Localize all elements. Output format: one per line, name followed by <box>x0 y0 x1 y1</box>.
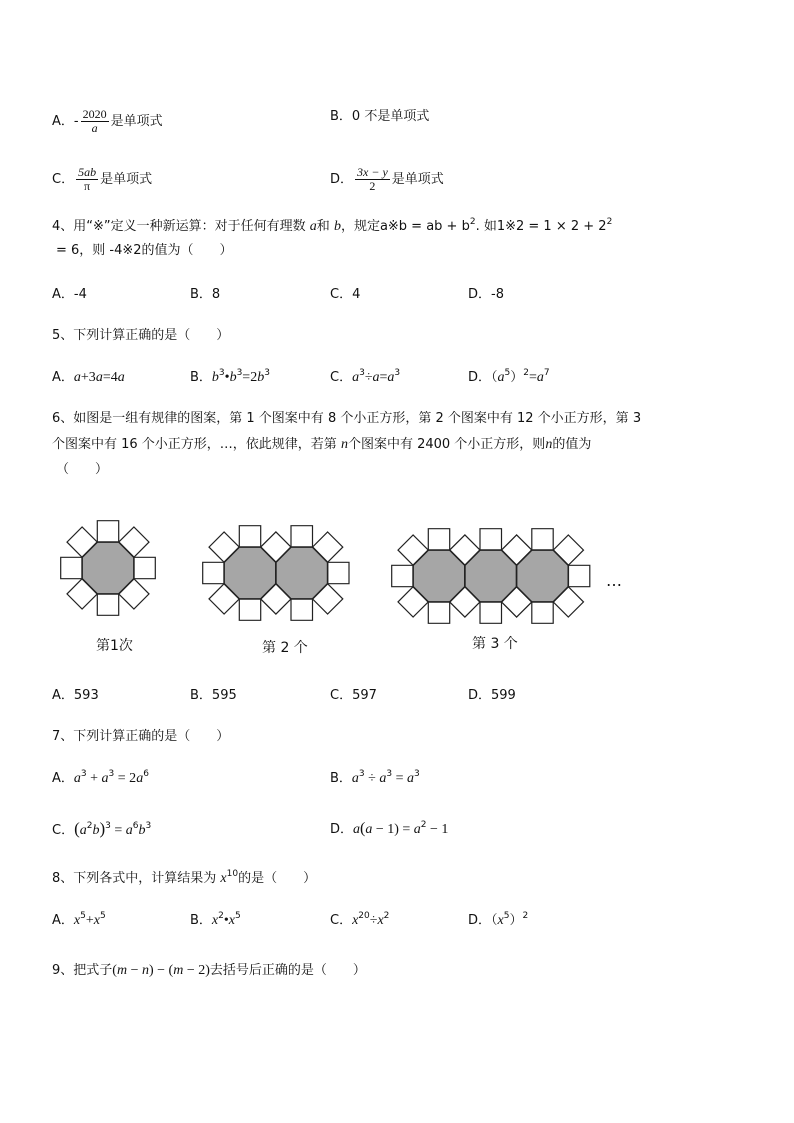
q8-stem: 8、下列各式中，计算结果为 $x^{10}$的是（ ） <box>52 869 317 886</box>
octagon <box>517 550 569 602</box>
octagon <box>224 547 276 599</box>
q3-option-a[interactable]: A．- $\frac{2020}{a}$ 是单项式 <box>52 107 163 135</box>
q9-stem: 9、把式子(m − n) − (m − 2)去括号后正确的是（ ） <box>52 963 366 978</box>
q7-option-b[interactable]: B．$a^3 \div a^3 = a^3$ <box>330 769 420 786</box>
q8-option-d[interactable]: D．$(x^5)^2$ <box>468 911 529 928</box>
q3-option-b[interactable]: B．0 不是单项式 <box>330 109 430 124</box>
small-square <box>480 602 502 623</box>
small-square <box>532 602 553 623</box>
q6-option-d[interactable]: D．599 <box>468 688 516 703</box>
q6-stem-line2: 个图案中有 16 个小正方形，…，依此规律，若第 n个图案中有 2400 个小正方形，则n的值为 <box>52 437 592 452</box>
small-square <box>239 599 260 620</box>
q5-option-b[interactable]: B．$b^3•b^3=2b^3$ <box>190 368 270 385</box>
octagon <box>465 550 517 602</box>
small-square <box>97 521 118 542</box>
small-square <box>61 557 82 578</box>
figure-caption-2: 第 2 个 <box>262 640 308 656</box>
q7-option-d[interactable]: D．$a(a - 1) = a^2 - 1$ <box>330 820 449 837</box>
q4-option-d[interactable]: D．-8 <box>468 287 504 302</box>
q5-option-d[interactable]: D．$(a^5)^2=a^7$ <box>468 368 550 385</box>
q6-option-a[interactable]: A．593 <box>52 688 99 703</box>
q6-option-b[interactable]: B．595 <box>190 688 237 703</box>
small-square <box>203 562 224 583</box>
figure-caption-3: 第 3 个 <box>472 636 518 652</box>
figure-caption-1: 第1次 <box>96 638 133 654</box>
small-square <box>134 557 155 578</box>
q4-option-c[interactable]: C．4 <box>330 287 361 302</box>
q6-stem-line1: 6、如图是一组有规律的图案，第 1 个图案中有 8 个小正方形，第 2 个图案中有 12 个小正方形，第 3 <box>52 411 642 426</box>
q4-option-a[interactable]: A．-4 <box>52 287 87 302</box>
q3-option-d[interactable]: D． $\frac{3x - y}{2}$ 是单项式 <box>330 165 444 193</box>
fraction: $\frac{2020}{a}$ <box>82 107 107 135</box>
small-square <box>239 526 260 547</box>
small-square <box>428 602 449 623</box>
fraction: $\frac{3x - y}{2}$ <box>357 165 388 193</box>
small-square <box>532 529 553 550</box>
q7-option-c[interactable]: C．$(a^2b)^3 = a^6b^3$ <box>52 819 152 838</box>
q6-stem-line3: （ ） <box>56 462 109 477</box>
small-square <box>392 565 413 586</box>
q5-option-a[interactable]: A．a+3a=4a <box>52 370 125 385</box>
q6-option-c[interactable]: C．597 <box>330 688 377 703</box>
ellipsis: … <box>606 571 622 590</box>
small-square <box>568 565 590 586</box>
q7-option-a[interactable]: A．$a^3 + a^3 = 2a^6$ <box>52 769 149 786</box>
small-square <box>480 529 502 550</box>
q8-option-a[interactable]: A．$x^5+x^5$ <box>52 911 106 928</box>
q8-option-c[interactable]: C．$x^{20}\div x^2$ <box>330 911 390 928</box>
q5-option-c[interactable]: C．$a^3\div a=a^3$ <box>330 368 401 385</box>
small-square <box>291 526 313 547</box>
small-square <box>328 562 349 583</box>
fraction: $\frac{5ab}{\pi}$ <box>78 165 97 193</box>
q5-stem: 5、下列计算正确的是（ ） <box>52 328 230 343</box>
small-square <box>97 594 118 615</box>
q4-option-b[interactable]: B．8 <box>190 287 221 302</box>
small-square <box>428 529 449 550</box>
q4-stem-line2: = 6，则 -4※2的值为（ ） <box>56 243 233 258</box>
octagon <box>82 542 134 594</box>
q8-option-b[interactable]: B．$x^2•x^5$ <box>190 911 241 928</box>
q4-stem-line1: 4、用“※”定义一种新运算：对于任何有理数 a和 b，规定a※b = ab + $b^2$. 如1※2 = $1 \times 2 + 2^2$ <box>52 217 613 234</box>
q3-option-c[interactable]: C． $\frac{5ab}{\pi}$ 是单项式 <box>52 165 153 193</box>
octagon <box>413 550 465 602</box>
q7-stem: 7、下列计算正确的是（ ） <box>52 729 230 744</box>
small-square <box>291 599 313 620</box>
octagon <box>276 547 328 599</box>
